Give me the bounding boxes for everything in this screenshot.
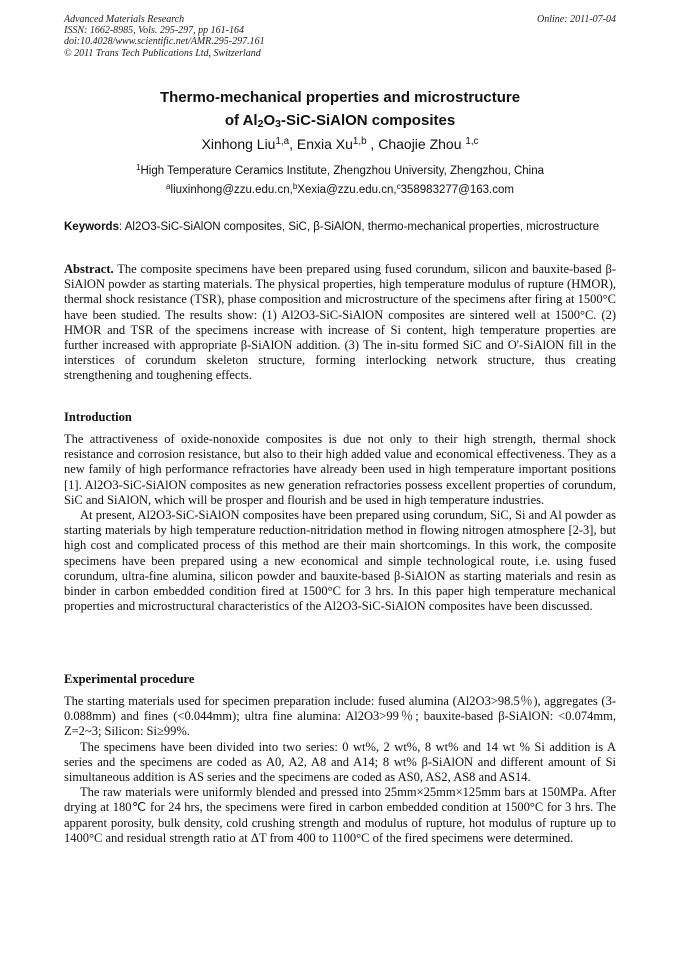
introduction-paragraph-2: At present, Al2O3-SiC-SiAlON composites have been prepared using corundum, SiC, Si and Al powder as starting materials by high temperature reduction-nitridation method in flowing nitrogen atmosphere [2-3], but high cost and complicated process of this method are their main shortcomings. In this work, the composite specimens have been prepared using a new economical and simple technological route, i.e. using fused corundum, ultra-fine alumina, silicon powder and bauxite-based β-SiAlON as starting materials and resin as binder in carbon embedded condition fired at 1500°C for 3 hrs. In this paper high temperature mechanical properties and microstructural characteristics of the Al2O3-SiC-SiAlON composites have been discussed. [64, 508, 616, 614]
experimental-paragraph-1: The starting materials used for specimen preparation include: fused alumina (Al2O3>98.5％), aggregates (3-0.088mm) and fines (<0.044mm); ultra fine alumina: Al2O3>99％; bauxite-based β-SiAlON: <0.074mm, Z=2~3; Silicon: Si≥99%. [64, 694, 616, 739]
affiliation-text: High Temperature Ceramics Institute, Zhengzhou University, Zhengzhou, China [140, 165, 545, 177]
author-name: Xinhong Liu [201, 136, 276, 152]
introduction-heading: Introduction [64, 410, 132, 424]
email-mark: b [292, 181, 298, 191]
introduction-body [64, 432, 616, 614]
copyright-line: © 2011 Trans Tech Publications Ltd, Switzerland [64, 47, 261, 59]
email-mark: a [166, 181, 171, 191]
title-sub-2: 2 [257, 118, 264, 131]
experimental-heading: Experimental procedure [64, 672, 195, 686]
journal-header [64, 14, 616, 59]
keywords-block [64, 220, 616, 234]
doi-line: doi:10.4028/www.scientific.net/AMR.295-297.161 [64, 36, 265, 48]
experimental-paragraph-3: The raw materials were uniformly blended and pressed into 25mm×25mm×125mm bars at 150MPa. After drying at 180℃ for 24 hrs, the specimens were fired in carbon embedded condition at 1500°C for 3 hrs. The apparent porosity, bulk density, cold crushing strength and modulus of rupture, hot modulus of rupture up to 1400°C and residual strength ratio at ΔT from 400 to 1100°C of the fired specimens were determined. [64, 785, 616, 845]
abstract-block [64, 262, 616, 384]
keywords-text: : Al2O3-SiC-SiAlON composites, SiC, β-SiAlON, thermo-mechanical properties, microstructure [118, 221, 600, 233]
title-line-1: Thermo-mechanical properties and microstructure [159, 89, 521, 106]
author-affil-mark: 1,b [352, 136, 367, 148]
author-name: Chaojie Zhou [378, 136, 462, 152]
author-name: Enxia Xu [296, 136, 353, 152]
author-affil-mark: 1,c [465, 136, 479, 148]
author-affil-mark: 1,a [275, 136, 290, 148]
email-link[interactable]: liuxinhong@zzu.edu.cn, [170, 184, 293, 196]
experimental-paragraph-2: The specimens have been divided into two series: 0 wt%, 2 wt%, 8 wt% and 14 wt % Si addition is A series and the specimens are coded as A0, A2, A8 and A14; 8 wt% β-SiAlON and different amount of Si simultaneous addition is AS series and the specimens are coded as AS0, AS2, AS8 and AS14. [64, 739, 616, 785]
email-link[interactable]: Xexia@zzu.edu.cn, [297, 184, 397, 196]
introduction-paragraph-1: The attractiveness of oxide-nonoxide composites is due not only to their high strength, thermal shock resistance and corrosion resistance, but also to their high added value and economical effectiveness. They as a new family of high performance refractories have already been used in high temperature important positions [1]. Al2O3-SiC-SiAlON composites as new generation refractories possess excellent properties of corundum, SiC and SiAlON, which will be prosper and flourish and be used in high temperature industries. [64, 432, 616, 507]
experimental-body [64, 694, 616, 846]
title-o: O [263, 112, 276, 129]
online-date: Online: 2011-07-04 [537, 14, 616, 25]
email-mark: c [396, 181, 401, 191]
title-sub-3: 3 [275, 118, 281, 131]
email-link[interactable]: 358983277@163.com [400, 184, 514, 196]
author-list: Xinhong Liu$^{1,a}$, Enxia Xu$^{1,b}$ , Chaojie Zhou $^{1,c}$ [201, 136, 479, 152]
issn-line: ISSN: 1662-8985, Vols. 295-297, pp 161-164 [64, 25, 244, 37]
affiliation [64, 164, 616, 178]
paper-title [64, 86, 616, 132]
email-list [64, 181, 616, 196]
keywords-label: Keywords [64, 221, 119, 233]
title-suffix: -SiC-SiAlON composites [280, 112, 456, 129]
affiliation-mark: 1 [135, 162, 141, 172]
journal-name: Advanced Materials Research [64, 14, 185, 25]
abstract-text: The composite specimens have been prepared using fused corundum, silicon and bauxite-based β-SiAlON powder as starting materials. The physical properties, high temperature modulus of rupture (HMOR), thermal shock resistance (TSR), phase composition and microstructure of the specimens after firing at 1500°C have been studied. The results show: (1) Al2O3-SiC-SiAlON composites are sintered well at 1500°C. (2) HMOR and TSR of the specimens increase with increase of Si content, high temperature properties are further increased with appropriate β-SiAlON addition. (3) The in-situ formed SiC and O'-SiAlON fill in the interstices of corundum skeleton structure, forming interlocking network structure, thus creating strengthening and toughening effects. [64, 262, 616, 383]
title-prefix: of Al [224, 112, 258, 129]
abstract-label: Abstract. [64, 262, 114, 276]
title-line-2 [64, 109, 616, 132]
